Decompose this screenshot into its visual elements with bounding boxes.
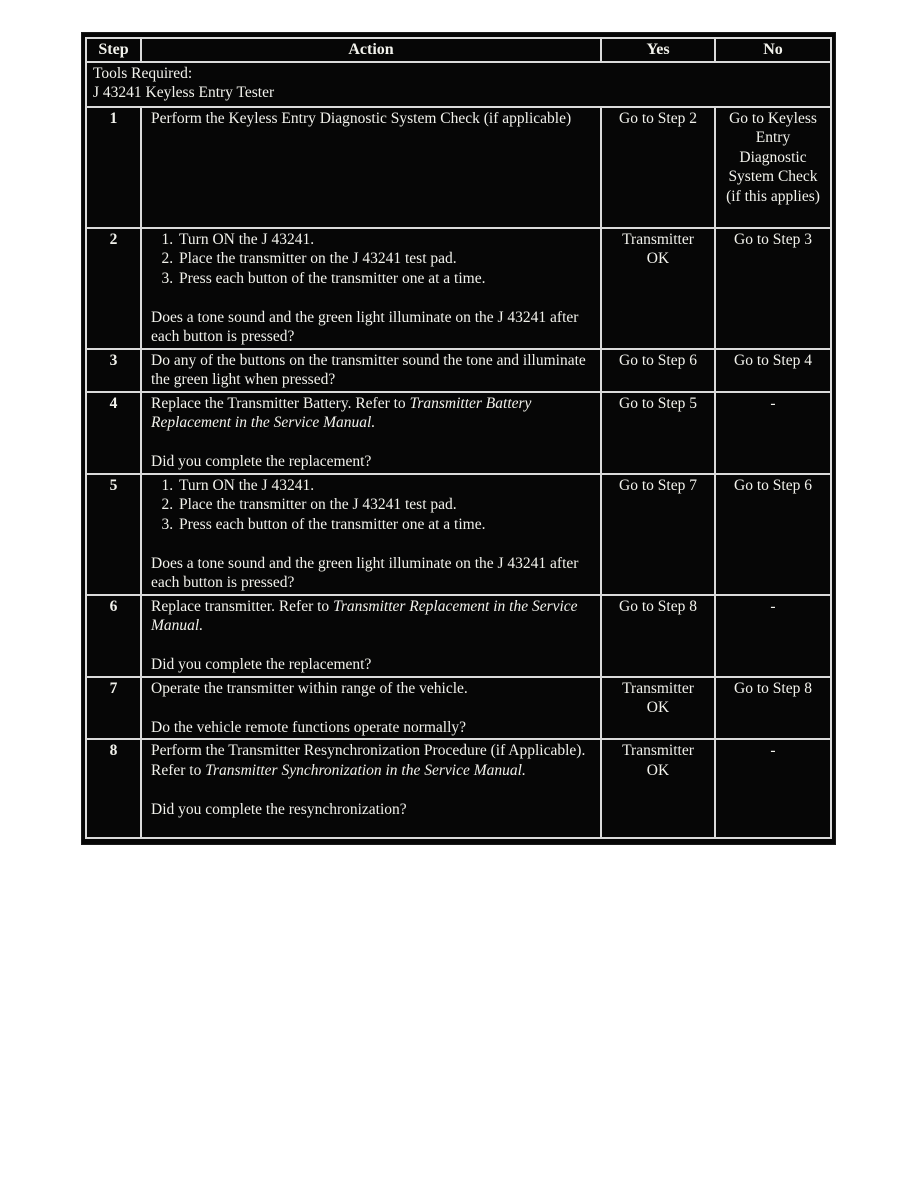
action-numbered-list: [151, 230, 592, 289]
action-manual-reference: Transmitter Battery Replacement in the Service Manual.: [151, 394, 532, 431]
action-question: Did you complete the replacement?: [151, 453, 372, 470]
step-number: 1: [86, 107, 141, 228]
tools-required-cell: [86, 62, 831, 107]
table-row-step-7: [86, 677, 831, 740]
no-cell: Go to Step 3: [715, 228, 831, 349]
yes-cell: Transmitter OK: [601, 677, 715, 740]
yes-cell: Go to Step 5: [601, 392, 715, 474]
yes-cell: Go to Step 2: [601, 107, 715, 228]
action-cell: [141, 228, 601, 349]
header-no: No: [715, 38, 831, 62]
no-cell: -: [715, 739, 831, 838]
table-row-step-5: [86, 474, 831, 595]
action-question: Does a tone sound and the green light illuminate on the J 43241 after each button is pressed?: [151, 554, 579, 591]
table-row-step-3: [86, 349, 831, 392]
table-row-step-4: [86, 392, 831, 474]
step-number: 6: [86, 595, 141, 677]
action-list-item: 3. Press each button of the transmitter one at a time.: [177, 269, 592, 289]
no-cell: Go to Step 6: [715, 474, 831, 595]
action-cell: [141, 474, 601, 595]
action-question: Did you complete the replacement?: [151, 656, 372, 673]
action-cell: [141, 677, 601, 740]
action-list-item: 2. Place the transmitter on the J 43241 test pad.: [177, 249, 592, 269]
action-text: [151, 597, 592, 636]
keyless-entry-diagnostic-table: [85, 37, 832, 839]
action-cell: [141, 107, 601, 228]
yes-cell: Go to Step 6: [601, 349, 715, 392]
tools-required-label: Tools Required:: [93, 64, 193, 82]
action-manual-reference: Transmitter Replacement in the Service Manual.: [151, 597, 578, 634]
action-numbered-list: [151, 476, 592, 535]
action-text-plain: Replace transmitter. Refer to: [151, 597, 334, 615]
action-cell: [141, 739, 601, 838]
no-cell: Go to Keyless Entry Diagnostic System Check (if this applies): [715, 107, 831, 228]
no-cell: -: [715, 392, 831, 474]
diagnostic-table: [82, 33, 835, 844]
action-question: Does a tone sound and the green light illuminate on the J 43241 after each button is pressed?: [151, 308, 579, 345]
table-row-step-6: [86, 595, 831, 677]
step-number: 3: [86, 349, 141, 392]
action-question: Did you complete the resynchronization?: [151, 800, 407, 818]
action-text-plain: Perform the Transmitter Resynchronization Procedure (if Applicable). Refer to: [151, 742, 586, 779]
action-list-item: 2. Place the transmitter on the J 43241 test pad.: [177, 495, 592, 515]
step-number: 4: [86, 392, 141, 474]
header-step: Step: [86, 38, 141, 62]
no-cell: Go to Step 4: [715, 349, 831, 392]
no-cell: -: [715, 595, 831, 677]
step-number: 8: [86, 739, 141, 838]
action-question: Do the vehicle remote functions operate normally?: [151, 718, 467, 736]
action-cell: [141, 349, 601, 392]
action-list-item: 1. Turn ON the J 43241.: [177, 230, 592, 250]
tools-required-row: [86, 62, 831, 107]
header-yes: Yes: [601, 38, 715, 62]
yes-cell: Go to Step 7: [601, 474, 715, 595]
yes-cell: Transmitter OK: [601, 228, 715, 349]
action-list-item: 3. Press each button of the transmitter one at a time.: [177, 515, 592, 535]
yes-cell: Go to Step 8: [601, 595, 715, 677]
yes-cell: Transmitter OK: [601, 739, 715, 838]
action-question: Do any of the buttons on the transmitter sound the tone and illuminate the green light when pressed?: [151, 351, 586, 388]
table-row-step-1: [86, 107, 831, 228]
action-text: Operate the transmitter within range of the vehicle.: [151, 679, 468, 697]
step-number: 5: [86, 474, 141, 595]
table-row-step-2: [86, 228, 831, 349]
action-text: [151, 394, 592, 433]
step-number: 7: [86, 677, 141, 740]
action-text: [151, 741, 592, 780]
action-text-plain: Replace the Transmitter Battery. Refer to: [151, 394, 410, 412]
action-list-item: 1. Turn ON the J 43241.: [177, 476, 592, 496]
table-row-step-8: [86, 739, 831, 838]
action-text: Perform the Keyless Entry Diagnostic System Check (if applicable): [151, 109, 572, 127]
table-header-row: [86, 38, 831, 62]
no-cell: Go to Step 8: [715, 677, 831, 740]
step-number: 2: [86, 228, 141, 349]
action-cell: [141, 595, 601, 677]
action-cell: [141, 392, 601, 474]
action-manual-reference: Transmitter Synchronization in the Service Manual.: [205, 761, 526, 779]
tools-required-item: J 43241 Keyless Entry Tester: [93, 84, 275, 101]
header-action: Action: [141, 38, 601, 62]
